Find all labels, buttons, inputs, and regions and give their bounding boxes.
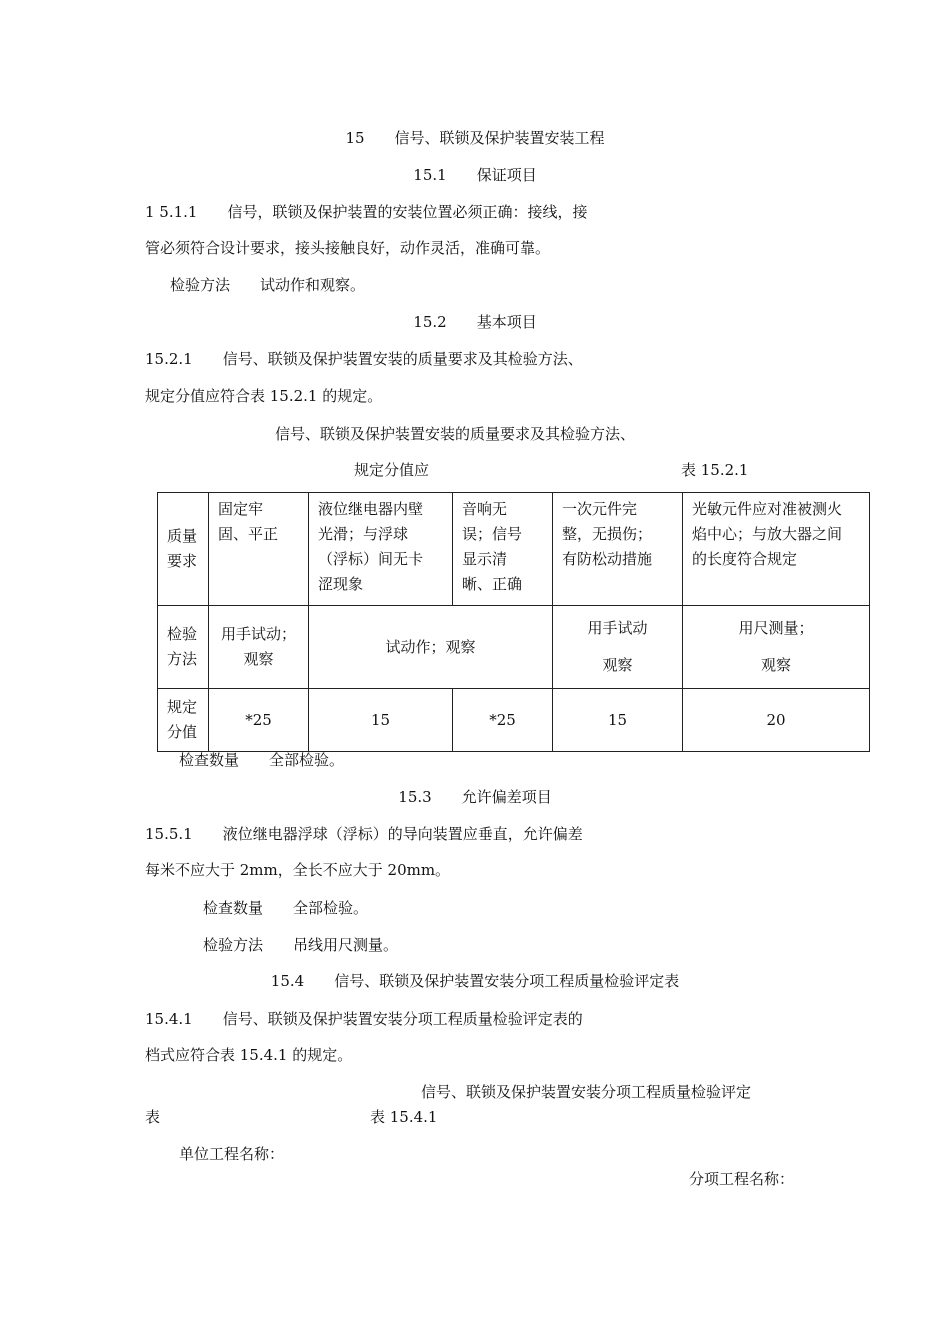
quality-cell-photosensitive-element: 光敏元件应对准被测火 焰中心；与放大器之间 的长度符合规定 <box>683 493 870 606</box>
sub-project-name-label: 分项工程名称： <box>689 1170 795 1188</box>
inspection-quantity-2: 检查数量 全部检验。 <box>203 899 369 917</box>
quality-cell-sound-signal: 音响无 误；信号 显示清 晰、正确 <box>453 493 553 606</box>
score-cell-2: 15 <box>309 689 453 752</box>
paragraph-15-5-1-line1: 15.5.1 液位继电器浮球（浮标）的导向装置应垂直，允许偏差 <box>145 825 583 843</box>
score-cell-3: *25 <box>453 689 553 752</box>
inspection-method-2: 检验方法 吊线用尺测量。 <box>203 936 399 954</box>
inspection-quantity-1: 检查数量 全部检验。 <box>179 751 345 769</box>
score-cell-1: *25 <box>209 689 309 752</box>
unit-project-name-label: 单位工程名称： <box>179 1145 285 1163</box>
row-header-method: 检验 方法 <box>158 606 209 689</box>
table-15-4-1-caption-tail: 表 <box>145 1108 161 1126</box>
table-15-2-1-number: 表 15.2.1 <box>681 461 749 479</box>
method-cell-test-action: 试动作；观察 <box>309 606 553 689</box>
quality-requirements-table <box>157 492 870 752</box>
score-cell-5: 20 <box>683 689 870 752</box>
paragraph-15-2-1-line2: 规定分值应符合表 15.2.1 的规定。 <box>145 387 383 405</box>
section-heading-15-1: 15.1 保证项目 <box>413 166 537 184</box>
score-cell-4: 15 <box>553 689 683 752</box>
section-heading-15: 15 信号、联锁及保护装置安装工程 <box>345 129 605 147</box>
method-cell-hand-test: 用手试动； 观察 <box>209 606 309 689</box>
paragraph-15-1-1-line1: 1 5.1.1 信号，联锁及保护装置的安装位置必须正确：接线，接 <box>145 203 588 221</box>
table-row-method <box>158 606 870 689</box>
inspection-method-15-1-1: 检验方法 试动作和观察。 <box>170 276 366 294</box>
paragraph-15-2-1-line1: 15.2.1 信号、联锁及保护装置安装的质量要求及其检验方法、 <box>145 350 583 368</box>
row-header-quality: 质量 要求 <box>158 493 209 606</box>
table-row-score <box>158 689 870 752</box>
method-cell-ruler-measure: 用尺测量； 观察 <box>683 606 870 689</box>
paragraph-15-4-1-line2: 档式应符合表 15.4.1 的规定。 <box>145 1046 353 1064</box>
quality-cell-primary-element: 一次元件完 整，无损伤； 有防松动措施 <box>553 493 683 606</box>
section-heading-15-3: 15.3 允许偏差项目 <box>398 788 552 806</box>
quality-cell-level-relay: 液位继电器内壁 光滑；与浮球 （浮标）间无卡 涩现象 <box>309 493 453 606</box>
paragraph-15-1-1-line2: 管必须符合设计要求，接头接触良好，动作灵活，准确可靠。 <box>145 239 551 257</box>
section-heading-15-2: 15.2 基本项目 <box>413 313 537 331</box>
paragraph-15-5-1-line2: 每米不应大于 2mm，全长不应大于 20mm。 <box>145 861 451 879</box>
row-header-score: 规定 分值 <box>158 689 209 752</box>
table-15-4-1-number: 表 15.4.1 <box>370 1108 438 1126</box>
quality-cell-fixing: 固定牢 固、平正 <box>209 493 309 606</box>
table-row-quality <box>158 493 870 606</box>
section-heading-15-4: 15.4 信号、联锁及保护装置安装分项工程质量检验评定表 <box>270 972 680 990</box>
paragraph-15-4-1-line1: 15.4.1 信号、联锁及保护装置安装分项工程质量检验评定表的 <box>145 1010 583 1028</box>
table-15-4-1-caption: 信号、联锁及保护装置安装分项工程质量检验评定 <box>421 1083 752 1101</box>
table-15-2-1-caption-line1: 信号、联锁及保护装置安装的质量要求及其检验方法、 <box>275 425 636 443</box>
table-15-2-1-caption-line2: 规定分值应 <box>354 461 430 479</box>
method-cell-hand-test-2: 用手试动 观察 <box>553 606 683 689</box>
